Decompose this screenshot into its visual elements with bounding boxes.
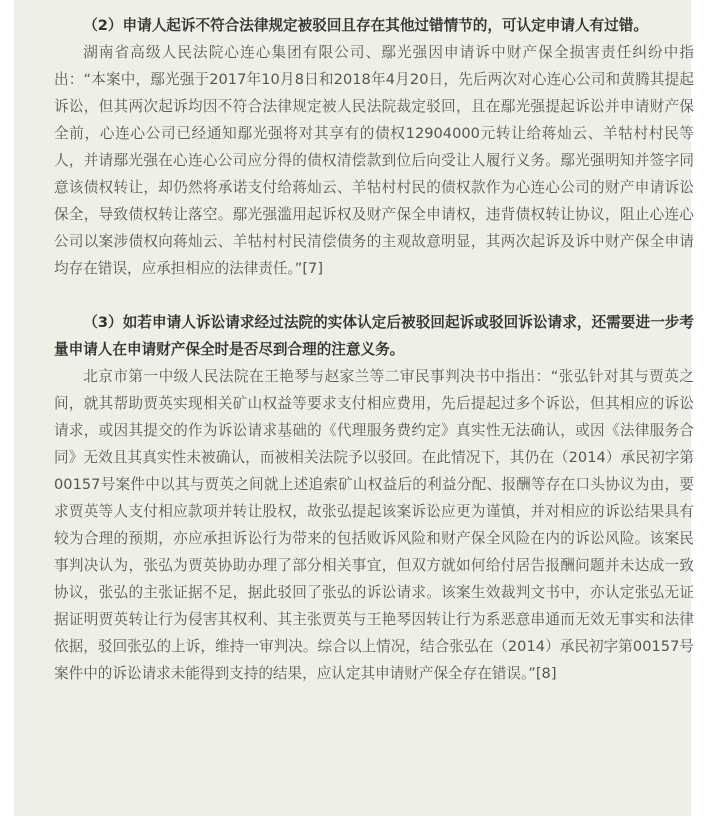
heading-point-2: （2）申请人起诉不符合法律规定被驳回且存在其他过错情节的，可认定申请人有过错。 [83,17,648,34]
body-paragraph-case-7: 湖南省高级人民法院心连心集团有限公司、鄢光强因申请诉中财产保全损害责任纠纷中指出：“本案中，鄢光强于2017年10月8日和2018年4月20日，先后两次对心连心公司和黄腾其提起诉讼，但其两次起诉均因不符合法律规定被人民法院裁定驳回，且在鄢光强提起诉讼并申请财产保全前，心连心公司已经通知鄢光强将对其享有的债权12904000元转让给蒋灿云、羊牯村村民等人，并请鄢光强在心连心公司应分得的债权清偿款到位后向受让人履行义务。鄢光强明知并签字同意该债权转让，却仍然将承诺支付给蒋灿云、羊牯村村民的债权款作为心连心公司的财产申请诉讼保全，导致债权转让落空。鄢光强滥用起诉权及财产保全申请权，违背债权转让协议，阻止心连心公司以案涉债权向蒋灿云、羊牯村村民清偿债务的主观故意明显，其两次起诉及诉中财产保全申请均存在错误，应承担相应的法律责任。”[7] [54,44,694,277]
article-content [54,12,694,687]
heading-point-3: （3）如若申请人诉讼请求经过法院的实体认定后被驳回起诉或驳回诉讼请求，还需要进一步考量申请人在申请财产保全时是否尽到合理的注意义务。 [54,314,694,358]
article-panel [14,0,694,816]
body-paragraph-case-8: 北京市第一中级人民法院在王艳琴与赵家兰等二审民事判决书中指出：“张弘针对其与贾英之间，就其帮助贾英实现相关矿山权益等要求支付相应费用，先后提起过多个诉讼，但其相应的诉讼请求，或因其提交的作为诉讼请求基础的《代理服务费约定》真实性无法确认，或因《法律服务合同》无效且其真实性未被确认，而被相关法院予以驳回。在此情况下，其仍在（2014）承民初字第00157号案件中以其与贾英之间就上述追索矿山权益后的利益分配、报酬等存在口头协议为由，要求贾英等人支付相应款项并转让股权，故张弘提起该案诉讼应更为谨慎，并对相应的诉讼结果具有较为合理的预期，亦应承担诉讼行为带来的包括败诉风险和财产保全风险在内的诉讼风险。该案民事判决认为，张弘为贾英协助办理了部分相关事宜，但双方就如何给付居告报酬问题并未达成一致协议，张弘的主张证据不足，据此驳回了张弘的诉讼请求。该案生效裁判文书中，亦认定张弘无证据证明贾英转让行为侵害其权利、其主张贾英与王艳琴因转让行为系恶意串通而无效无事实和法律依据，驳回张弘的上诉，维持一审判决。综合以上情况，结合张弘在（2014）承民初字第00157号案件中的诉讼请求未能得到支持的结果，应认定其申请财产保全存在错误。”[8] [54,368,694,682]
paragraph-spacer [54,282,694,309]
